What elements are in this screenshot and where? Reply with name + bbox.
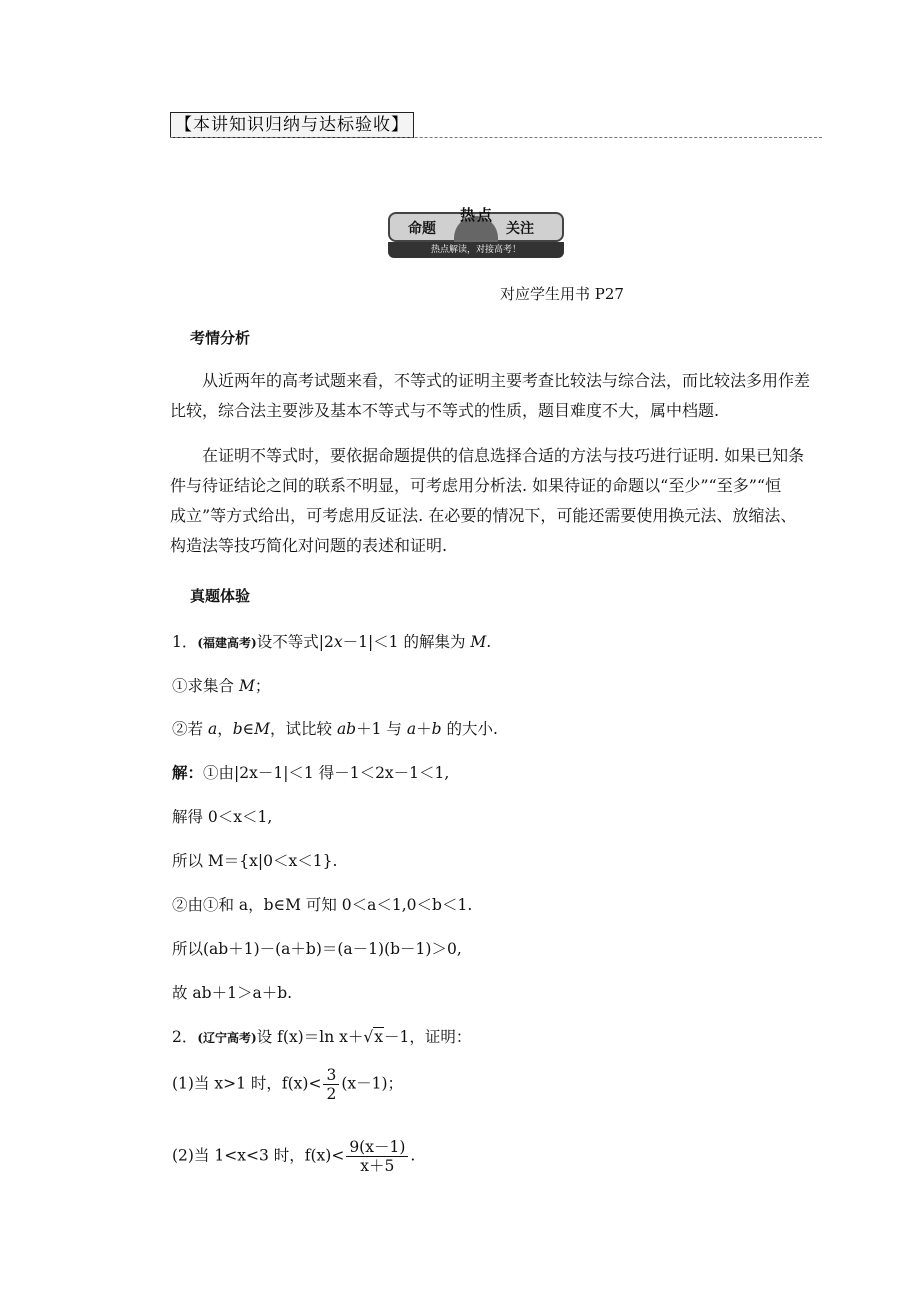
fraction-9x-over-x5 xyxy=(346,1138,408,1175)
fraction-numerator: 9(x－1) xyxy=(346,1138,408,1157)
fraction-denominator: 2 xyxy=(326,1085,337,1103)
var-M: M xyxy=(254,720,270,738)
text-line: 件与待证结论之间的联系不明显，可考虑用分析法. 如果待证的命题以“至少”“至多”“恒 xyxy=(170,476,782,495)
var-M: M xyxy=(470,633,487,651)
fraction-numerator: 3 xyxy=(323,1066,339,1085)
q1-stem-text: 设不等式|2 xyxy=(256,633,334,651)
q1-part-1 xyxy=(172,674,270,696)
q1-part-2: ②若 a，b∈M，试比较 ab＋1 与 a＋b 的大小. xyxy=(172,720,498,738)
book-reference: 对应学生用书 P27 xyxy=(500,285,624,303)
text-line: 从近两年的高考试题来看，不等式的证明主要考查比较法与综合法，而比较法多用作差 xyxy=(202,371,811,390)
q1-stem-text: . xyxy=(486,633,492,651)
fraction-3-over-2 xyxy=(323,1066,339,1103)
q1-stem-text: －1|＜1 的解集为 xyxy=(342,633,471,651)
q1-part-2-text: ， xyxy=(217,720,233,738)
banner-hot-word: 热点 xyxy=(460,206,495,224)
q2-part-2-text: . xyxy=(410,1146,416,1165)
hot-topic-banner xyxy=(388,206,564,260)
q1-part-2-text: ＋ xyxy=(416,720,432,738)
q2-part-1-text: (1)当 x>1 时，f(x)< xyxy=(172,1074,322,1093)
q1-part-2-text: ，试比较 xyxy=(270,720,337,738)
q1-part-2-text: ∈ xyxy=(242,720,255,738)
q1-part-2-text: 的大小. xyxy=(441,720,498,738)
banner-left-word: 命题 xyxy=(408,221,436,237)
header-divider xyxy=(170,137,822,138)
q1-part-1-text: ①求集合 xyxy=(172,677,239,695)
section-tag: 【本讲知识归纳与达标验收】 xyxy=(170,112,414,138)
q2-part-1-text: (x－1)； xyxy=(341,1074,404,1093)
banner-right-word: 关注 xyxy=(506,221,534,237)
q1-stem xyxy=(172,630,491,652)
text-line: 构造法等技巧简化对问题的表述和证明. xyxy=(170,536,448,555)
q1-part-1-text: ； xyxy=(254,677,271,695)
q2-part-2-text: (2)当 1<x<3 时，f(x)< xyxy=(172,1146,345,1165)
text-line: 比较，综合法主要涉及基本不等式与不等式的性质，题目难度不大，属中档题. xyxy=(170,401,720,420)
q2-stem-text: －1，证明： xyxy=(383,1028,472,1046)
practice-heading: 真题体验 xyxy=(190,587,251,605)
q1-part-2-text: ＋1 与 xyxy=(356,720,407,738)
q1-solution-line-3: 所以 M＝{x|0＜x＜1}. xyxy=(172,852,338,870)
text-line: 在证明不等式时，要依据命题提供的信息选择合适的方法与技巧进行证明. 如果已知条 xyxy=(202,446,805,465)
q2-source: (辽宁高考) xyxy=(197,1031,257,1045)
q1-part-2-text: ②若 xyxy=(172,720,208,738)
q1-source: (福建高考) xyxy=(197,636,257,650)
banner-subtitle: 热点解读，对接高考！ xyxy=(388,242,564,258)
fraction-denominator: x＋5 xyxy=(360,1157,395,1175)
var-x: x xyxy=(333,633,343,651)
q2-stem-text: 设 f(x)＝ln x＋ xyxy=(256,1028,364,1046)
q1-solution-line-4: ②由①和 a，b∈M 可知 0＜a＜1,0＜b＜1. xyxy=(172,896,473,914)
q1-solution-line-2: 解得 0＜x＜1, xyxy=(172,808,273,826)
q2-number: 2． xyxy=(172,1028,198,1046)
sqrt-radicand: x xyxy=(374,1028,383,1046)
text-line: 成立”等方式给出，可考虑用反证法. 在必要的情况下，可能还需要使用换元法、放缩法、 xyxy=(170,506,797,525)
var-M: M xyxy=(238,677,255,695)
q1-solution-line-1 xyxy=(172,761,449,783)
analysis-heading: 考情分析 xyxy=(190,329,251,347)
q2-part-2 xyxy=(172,1138,415,1175)
q2-part-1 xyxy=(172,1066,403,1103)
q1-number: 1． xyxy=(172,633,198,651)
q1-solution-line-6: 故 ab＋1＞a＋b. xyxy=(172,984,293,1002)
solution-text: ①由|2x－1|＜1 得－1＜2x－1＜1, xyxy=(203,764,450,782)
analysis-paragraph-1 xyxy=(170,366,810,426)
analysis-paragraph-2 xyxy=(170,441,804,561)
solution-label: 解： xyxy=(172,763,204,782)
q1-solution-line-5: 所以(ab＋1)－(a＋b)＝(a－1)(b－1)＞0, xyxy=(172,940,462,958)
q2-stem: 2．(辽宁高考)设 f(x)＝ln x＋√x－1，证明： xyxy=(172,1028,472,1046)
